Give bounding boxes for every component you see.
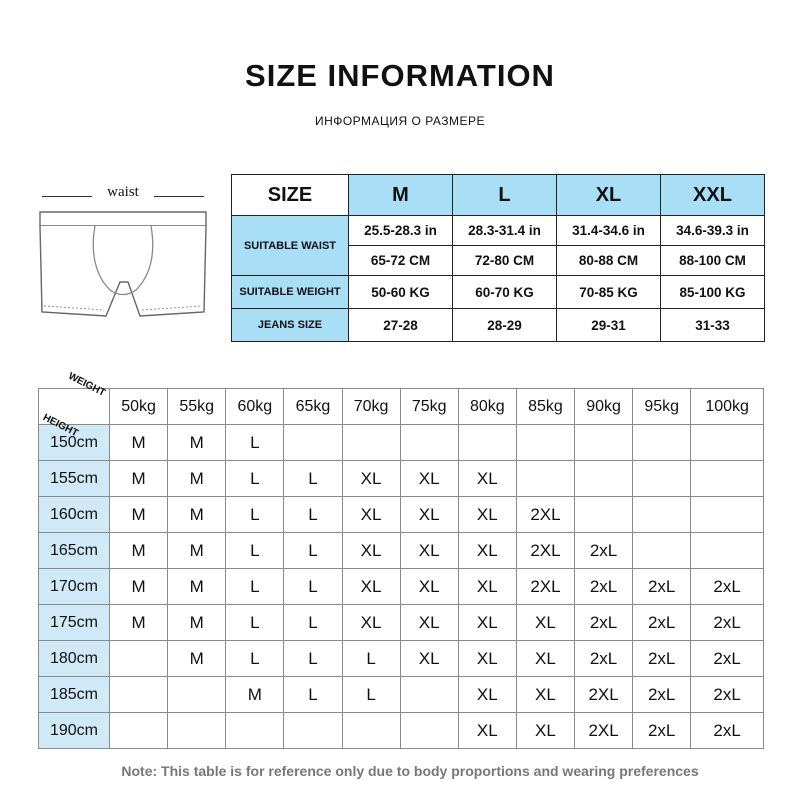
size-cell: L	[226, 425, 284, 461]
size-cell: XL	[458, 569, 516, 605]
size-cell: L	[342, 677, 400, 713]
size-cell: XL	[516, 641, 574, 677]
size-cell: L	[284, 641, 342, 677]
size-cell	[633, 533, 691, 569]
waist-cm-cell: 72-80 CM	[453, 246, 557, 276]
waist-line-left	[42, 196, 92, 197]
size-cell: L	[284, 569, 342, 605]
suitable-waist-label: SUITABLE WAIST	[232, 216, 349, 276]
grid-row	[39, 425, 764, 461]
size-cell	[400, 677, 458, 713]
size-cell: XL	[458, 497, 516, 533]
waist-in-cell: 34.6-39.3 in	[661, 216, 765, 246]
waist-in-cell: 28.3-31.4 in	[453, 216, 557, 246]
height-cell: 155cm	[39, 461, 110, 497]
size-m-header: M	[349, 175, 453, 216]
weight-header-row	[39, 389, 764, 425]
size-cell: XL	[342, 497, 400, 533]
size-cell: L	[226, 533, 284, 569]
size-cell: XL	[458, 605, 516, 641]
size-cell	[110, 641, 168, 677]
weight-header-95kg: 95kg	[633, 389, 691, 425]
size-cell	[633, 461, 691, 497]
size-cell: 2xL	[691, 605, 764, 641]
size-cell: L	[226, 641, 284, 677]
size-cell: 2xL	[575, 641, 633, 677]
weight-header-75kg: 75kg	[400, 389, 458, 425]
size-header: SIZE	[232, 175, 349, 216]
grid-row	[39, 497, 764, 533]
size-cell: L	[226, 569, 284, 605]
size-cell	[110, 677, 168, 713]
size-cell	[691, 497, 764, 533]
size-cell: M	[110, 461, 168, 497]
weight-row	[232, 276, 765, 309]
grid-row	[39, 533, 764, 569]
weight-header-100kg: 100kg	[691, 389, 764, 425]
size-cell	[400, 713, 458, 749]
size-cell: M	[110, 605, 168, 641]
size-cell: 2XL	[575, 713, 633, 749]
size-cell: M	[168, 425, 226, 461]
jeans-row	[232, 309, 765, 342]
size-header-row	[232, 175, 765, 216]
height-cell: 180cm	[39, 641, 110, 677]
weight-header-50kg: 50kg	[110, 389, 168, 425]
waist-label: waist	[107, 184, 139, 200]
size-cell	[110, 713, 168, 749]
waist-cm-cell: 88-100 CM	[661, 246, 765, 276]
size-cell: 2XL	[575, 677, 633, 713]
size-cell: 2xL	[633, 605, 691, 641]
size-cell: M	[168, 569, 226, 605]
waist-cm-cell: 80-88 CM	[557, 246, 661, 276]
size-cell: XL	[516, 605, 574, 641]
suitable-weight-label: SUITABLE WEIGHT	[232, 276, 349, 309]
jeans-cell: 29-31	[557, 309, 661, 342]
weight-header-60kg: 60kg	[226, 389, 284, 425]
size-cell: M	[168, 605, 226, 641]
weight-header-80kg: 80kg	[458, 389, 516, 425]
size-cell: M	[110, 533, 168, 569]
size-cell: XL	[400, 569, 458, 605]
size-cell: XL	[342, 569, 400, 605]
height-cell: 150cm	[39, 425, 110, 461]
size-cell: XL	[400, 533, 458, 569]
size-cell: M	[168, 641, 226, 677]
height-cell: 165cm	[39, 533, 110, 569]
size-cell: XL	[342, 533, 400, 569]
size-cell	[168, 677, 226, 713]
jeans-cell: 31-33	[661, 309, 765, 342]
grid-row	[39, 461, 764, 497]
grid-row	[39, 641, 764, 677]
size-l-header: L	[453, 175, 557, 216]
size-cell: XL	[342, 461, 400, 497]
corner-weight-label: WEIGHT	[66, 370, 107, 399]
size-cell	[691, 425, 764, 461]
height-cell: 190cm	[39, 713, 110, 749]
waist-cm-cell: 65-72 CM	[349, 246, 453, 276]
size-cell: L	[226, 461, 284, 497]
size-cell: L	[226, 497, 284, 533]
size-cell	[633, 497, 691, 533]
size-cell: M	[110, 569, 168, 605]
size-cell	[691, 533, 764, 569]
size-cell: M	[226, 677, 284, 713]
size-cell: L	[226, 605, 284, 641]
size-cell: 2xL	[691, 641, 764, 677]
boxer-brief-icon	[38, 204, 208, 334]
reference-note: Note: This table is for reference only due to body proportions and wearing preferences	[121, 763, 699, 779]
size-cell: L	[284, 461, 342, 497]
grid-row	[39, 713, 764, 749]
height-weight-grid	[38, 370, 764, 749]
underwear-diagram	[38, 184, 208, 334]
size-xxl-header: XXL	[661, 175, 765, 216]
size-cell: M	[110, 425, 168, 461]
grid-row	[39, 677, 764, 713]
size-cell: XL	[400, 461, 458, 497]
size-cell	[342, 713, 400, 749]
height-cell: 175cm	[39, 605, 110, 641]
weight-header-70kg: 70kg	[342, 389, 400, 425]
size-cell: M	[168, 497, 226, 533]
size-cell: 2xL	[691, 713, 764, 749]
size-cell	[575, 425, 633, 461]
size-cell: 2xL	[575, 569, 633, 605]
height-cell: 185cm	[39, 677, 110, 713]
size-cell: L	[284, 497, 342, 533]
size-cell	[342, 425, 400, 461]
grid-corner	[39, 370, 110, 440]
size-cell	[633, 425, 691, 461]
size-cell: 2XL	[516, 497, 574, 533]
waist-line-right	[154, 196, 204, 197]
size-cell: XL	[458, 461, 516, 497]
weight-cell: 50-60 KG	[349, 276, 453, 309]
weight-cell: 60-70 KG	[453, 276, 557, 309]
weight-header-55kg: 55kg	[168, 389, 226, 425]
size-cell: XL	[458, 713, 516, 749]
size-cell: 2XL	[516, 569, 574, 605]
size-cell: L	[284, 533, 342, 569]
weight-header-85kg: 85kg	[516, 389, 574, 425]
size-cell	[284, 425, 342, 461]
size-xl-header: XL	[557, 175, 661, 216]
size-cell: 2xL	[633, 641, 691, 677]
size-cell	[458, 425, 516, 461]
waist-in-cell: 31.4-34.6 in	[557, 216, 661, 246]
grid-row	[39, 605, 764, 641]
size-table	[231, 174, 765, 342]
size-cell: L	[342, 641, 400, 677]
page-subtitle: ИНФОРМАЦИЯ О РАЗМЕРЕ	[314, 114, 486, 128]
size-cell: L	[284, 605, 342, 641]
size-cell	[284, 713, 342, 749]
size-cell: 2xL	[633, 677, 691, 713]
size-cell: 2xL	[691, 569, 764, 605]
size-cell: 2xL	[575, 533, 633, 569]
size-cell: XL	[400, 497, 458, 533]
size-cell	[168, 713, 226, 749]
weight-header-65kg: 65kg	[284, 389, 342, 425]
size-cell: XL	[400, 641, 458, 677]
size-cell: XL	[458, 677, 516, 713]
weight-cell: 85-100 KG	[661, 276, 765, 309]
weight-cell: 70-85 KG	[557, 276, 661, 309]
size-cell: M	[168, 533, 226, 569]
size-cell: XL	[516, 677, 574, 713]
size-cell	[691, 461, 764, 497]
height-cell: 160cm	[39, 497, 110, 533]
size-cell	[226, 713, 284, 749]
size-cell	[516, 461, 574, 497]
size-cell: XL	[516, 713, 574, 749]
waist-in-cell: 25.5-28.3 in	[349, 216, 453, 246]
height-cell: 170cm	[39, 569, 110, 605]
size-cell	[575, 497, 633, 533]
size-cell: 2xL	[633, 569, 691, 605]
size-cell: XL	[458, 641, 516, 677]
grid-row	[39, 569, 764, 605]
size-cell	[400, 425, 458, 461]
size-cell: 2XL	[516, 533, 574, 569]
jeans-cell: 27-28	[349, 309, 453, 342]
size-cell: XL	[400, 605, 458, 641]
size-cell: 2xL	[633, 713, 691, 749]
weight-header-90kg: 90kg	[575, 389, 633, 425]
corner-height-label: HEIGHT	[41, 412, 80, 440]
size-cell	[575, 461, 633, 497]
size-cell	[516, 425, 574, 461]
page-title: SIZE INFORMATION	[245, 58, 555, 93]
size-cell: M	[110, 497, 168, 533]
jeans-cell: 28-29	[453, 309, 557, 342]
size-cell: M	[168, 461, 226, 497]
size-cell: 2xL	[575, 605, 633, 641]
size-cell: L	[284, 677, 342, 713]
size-cell: 2xL	[691, 677, 764, 713]
waist-in-row	[232, 216, 765, 246]
size-cell: XL	[342, 605, 400, 641]
jeans-size-label: JEANS SIZE	[232, 309, 349, 342]
size-cell: XL	[458, 533, 516, 569]
